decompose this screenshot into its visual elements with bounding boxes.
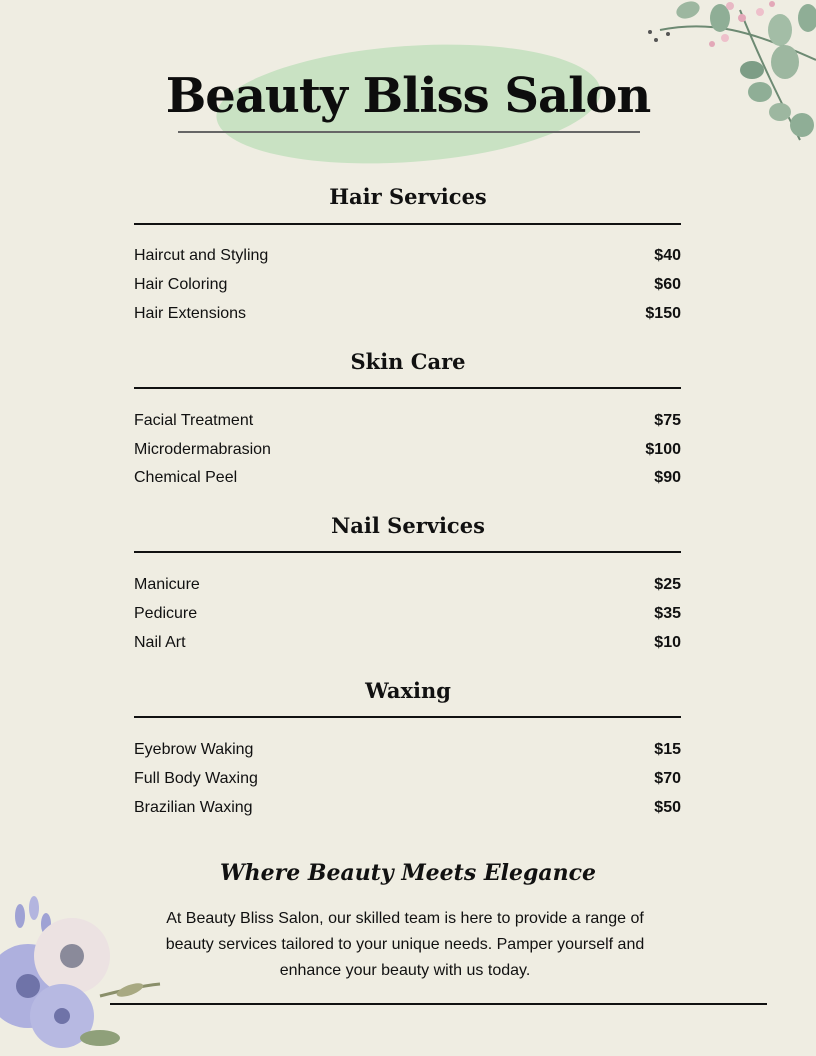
section-title-nail: Nail Services — [331, 513, 485, 538]
service-price: $70 — [654, 770, 681, 787]
service-price: $10 — [654, 634, 681, 651]
menu-item — [134, 412, 681, 434]
service-name: Microdermabrasion — [134, 441, 271, 458]
service-name: Nail Art — [134, 634, 186, 651]
service-name: Pedicure — [134, 605, 198, 622]
service-price: $60 — [654, 276, 681, 293]
section-title-waxing: Waxing — [365, 678, 451, 703]
section-divider — [134, 551, 681, 553]
service-price: $15 — [654, 741, 681, 758]
section-title-skin-care: Skin Care — [350, 349, 466, 374]
service-name: Facial Treatment — [134, 412, 254, 429]
section-divider — [134, 716, 681, 718]
lavender-flower-icon — [0, 886, 170, 1056]
service-name: Full Body Waxing — [134, 770, 258, 787]
menu-item — [134, 469, 681, 491]
menu-item — [134, 741, 681, 763]
service-price: $150 — [645, 305, 681, 322]
service-name: Hair Coloring — [134, 276, 228, 293]
service-name: Hair Extensions — [134, 305, 247, 322]
service-name: Brazilian Waxing — [134, 799, 253, 816]
service-price: $100 — [645, 441, 681, 458]
service-price: $40 — [654, 247, 681, 264]
section-divider — [134, 387, 681, 389]
service-name: Eyebrow Waking — [134, 741, 254, 758]
menu-item — [134, 634, 681, 656]
menu-item — [134, 247, 681, 269]
section-divider — [134, 223, 681, 225]
menu-item — [134, 276, 681, 298]
menu-item — [134, 770, 681, 792]
menu-item — [134, 605, 681, 627]
service-name: Haircut and Styling — [134, 247, 269, 264]
service-price: $35 — [654, 605, 681, 622]
service-price: $25 — [654, 576, 681, 593]
title-underline — [178, 131, 640, 133]
menu-item — [134, 799, 681, 821]
page-title: Beauty Bliss Salon — [165, 68, 651, 124]
menu-item — [134, 576, 681, 598]
description-paragraph: At Beauty Bliss Salon, our skilled team is here to provide a range of beauty services tailored to your unique needs. Pamper yourself and enhance your beauty with us today. — [165, 910, 645, 979]
service-price: $90 — [654, 469, 681, 486]
menu-item — [134, 441, 681, 463]
service-price: $50 — [654, 799, 681, 816]
section-title-hair: Hair Services — [329, 184, 487, 209]
service-price: $75 — [654, 412, 681, 429]
menu-item — [134, 305, 681, 327]
tagline: Where Beauty Meets Elegance — [219, 860, 597, 886]
service-name: Manicure — [134, 576, 200, 593]
footer-divider — [110, 1003, 767, 1005]
service-name: Chemical Peel — [134, 469, 238, 486]
